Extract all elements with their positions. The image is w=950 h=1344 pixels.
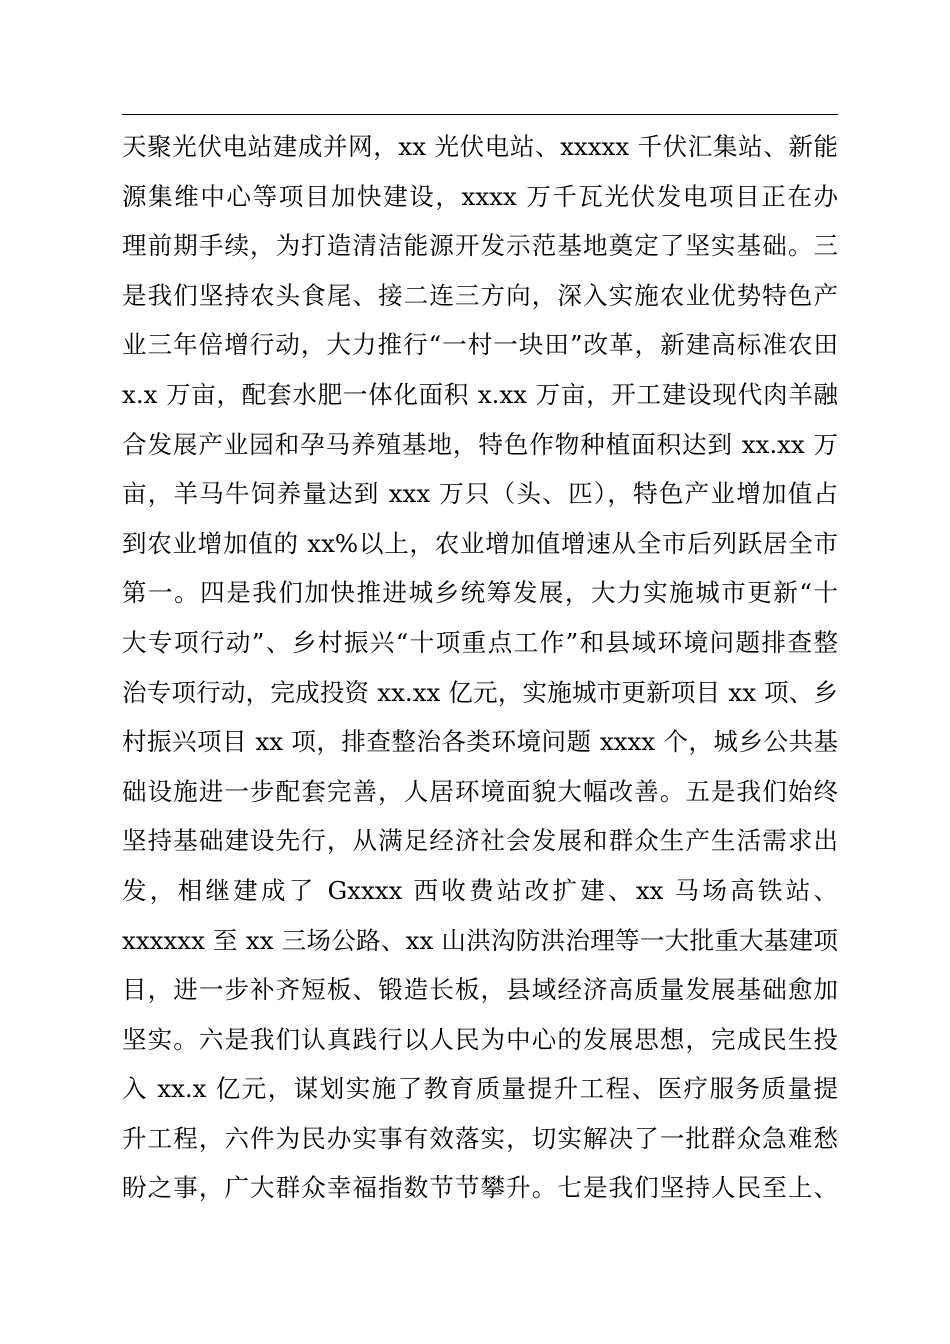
- text-line: 亩，羊马牛饲养量达到 xxx 万只（头、匹），特色产业增加值占: [122, 479, 838, 509]
- text-line: x.x 万亩，配套水肥一体化面积 x.xx 万亩，开工建设现代肉羊融: [122, 379, 838, 409]
- header-rule: [122, 114, 838, 115]
- text-line: 治专项行动，完成投资 xx.xx 亿元，实施城市更新项目 xx 项、乡: [122, 677, 838, 707]
- text-line: 大专项行动”、乡村振兴“十项重点工作”和县域环境问题排查整: [122, 627, 838, 657]
- text-line: 发，相继建成了 Gxxxx 西收费站改扩建、xx 马场高铁站、: [122, 875, 838, 905]
- text-line: 升工程，六件为民办实事有效落实，切实解决了一批群众急难愁: [122, 1123, 838, 1153]
- text-line: 第一。四是我们加快推进城乡统筹发展，大力实施城市更新“十: [122, 578, 838, 608]
- text-line: 盼之事，广大群众幸福指数节节攀升。七是我们坚持人民至上、: [122, 1173, 838, 1203]
- body-text: [122, 122, 838, 1213]
- text-line: 入 xx.x 亿元，谋划实施了教育质量提升工程、医疗服务质量提: [122, 1074, 838, 1104]
- text-line: 础设施进一步配套完善，人居环境面貌大幅改善。五是我们始终: [122, 776, 838, 806]
- text-line: 坚持基础建设先行，从满足经济社会发展和群众生产生活需求出: [122, 826, 838, 856]
- text-line: 目，进一步补齐短板、锻造长板，县域经济高质量发展基础愈加: [122, 975, 838, 1005]
- text-line: xxxxxx 至 xx 三场公路、xx 山洪沟防洪治理等一大批重大基建项: [122, 925, 838, 955]
- text-line: 合发展产业园和孕马养殖基地，特色作物种植面积达到 xx.xx 万: [122, 429, 838, 459]
- text-line: 坚实。六是我们认真践行以人民为中心的发展思想，完成民生投: [122, 1024, 838, 1054]
- text-line: 源集维中心等项目加快建设，xxxx 万千瓦光伏发电项目正在办: [122, 181, 838, 211]
- text-line: 村振兴项目 xx 项，排查整治各类环境问题 xxxx 个，城乡公共基: [122, 727, 838, 757]
- text-line: 理前期手续，为打造清洁能源开发示范基地奠定了坚实基础。三: [122, 231, 838, 261]
- text-line: 业三年倍增行动，大力推行“一村一块田”改革，新建高标准农田: [122, 330, 838, 360]
- text-line: 天聚光伏电站建成并网，xx 光伏电站、xxxxx 千伏汇集站、新能: [122, 132, 838, 161]
- text-line: 是我们坚持农头食尾、接二连三方向，深入实施农业优势特色产: [122, 280, 838, 310]
- text-line: 到农业增加值的 xx%以上，农业增加值增速从全市后列跃居全市: [122, 528, 838, 558]
